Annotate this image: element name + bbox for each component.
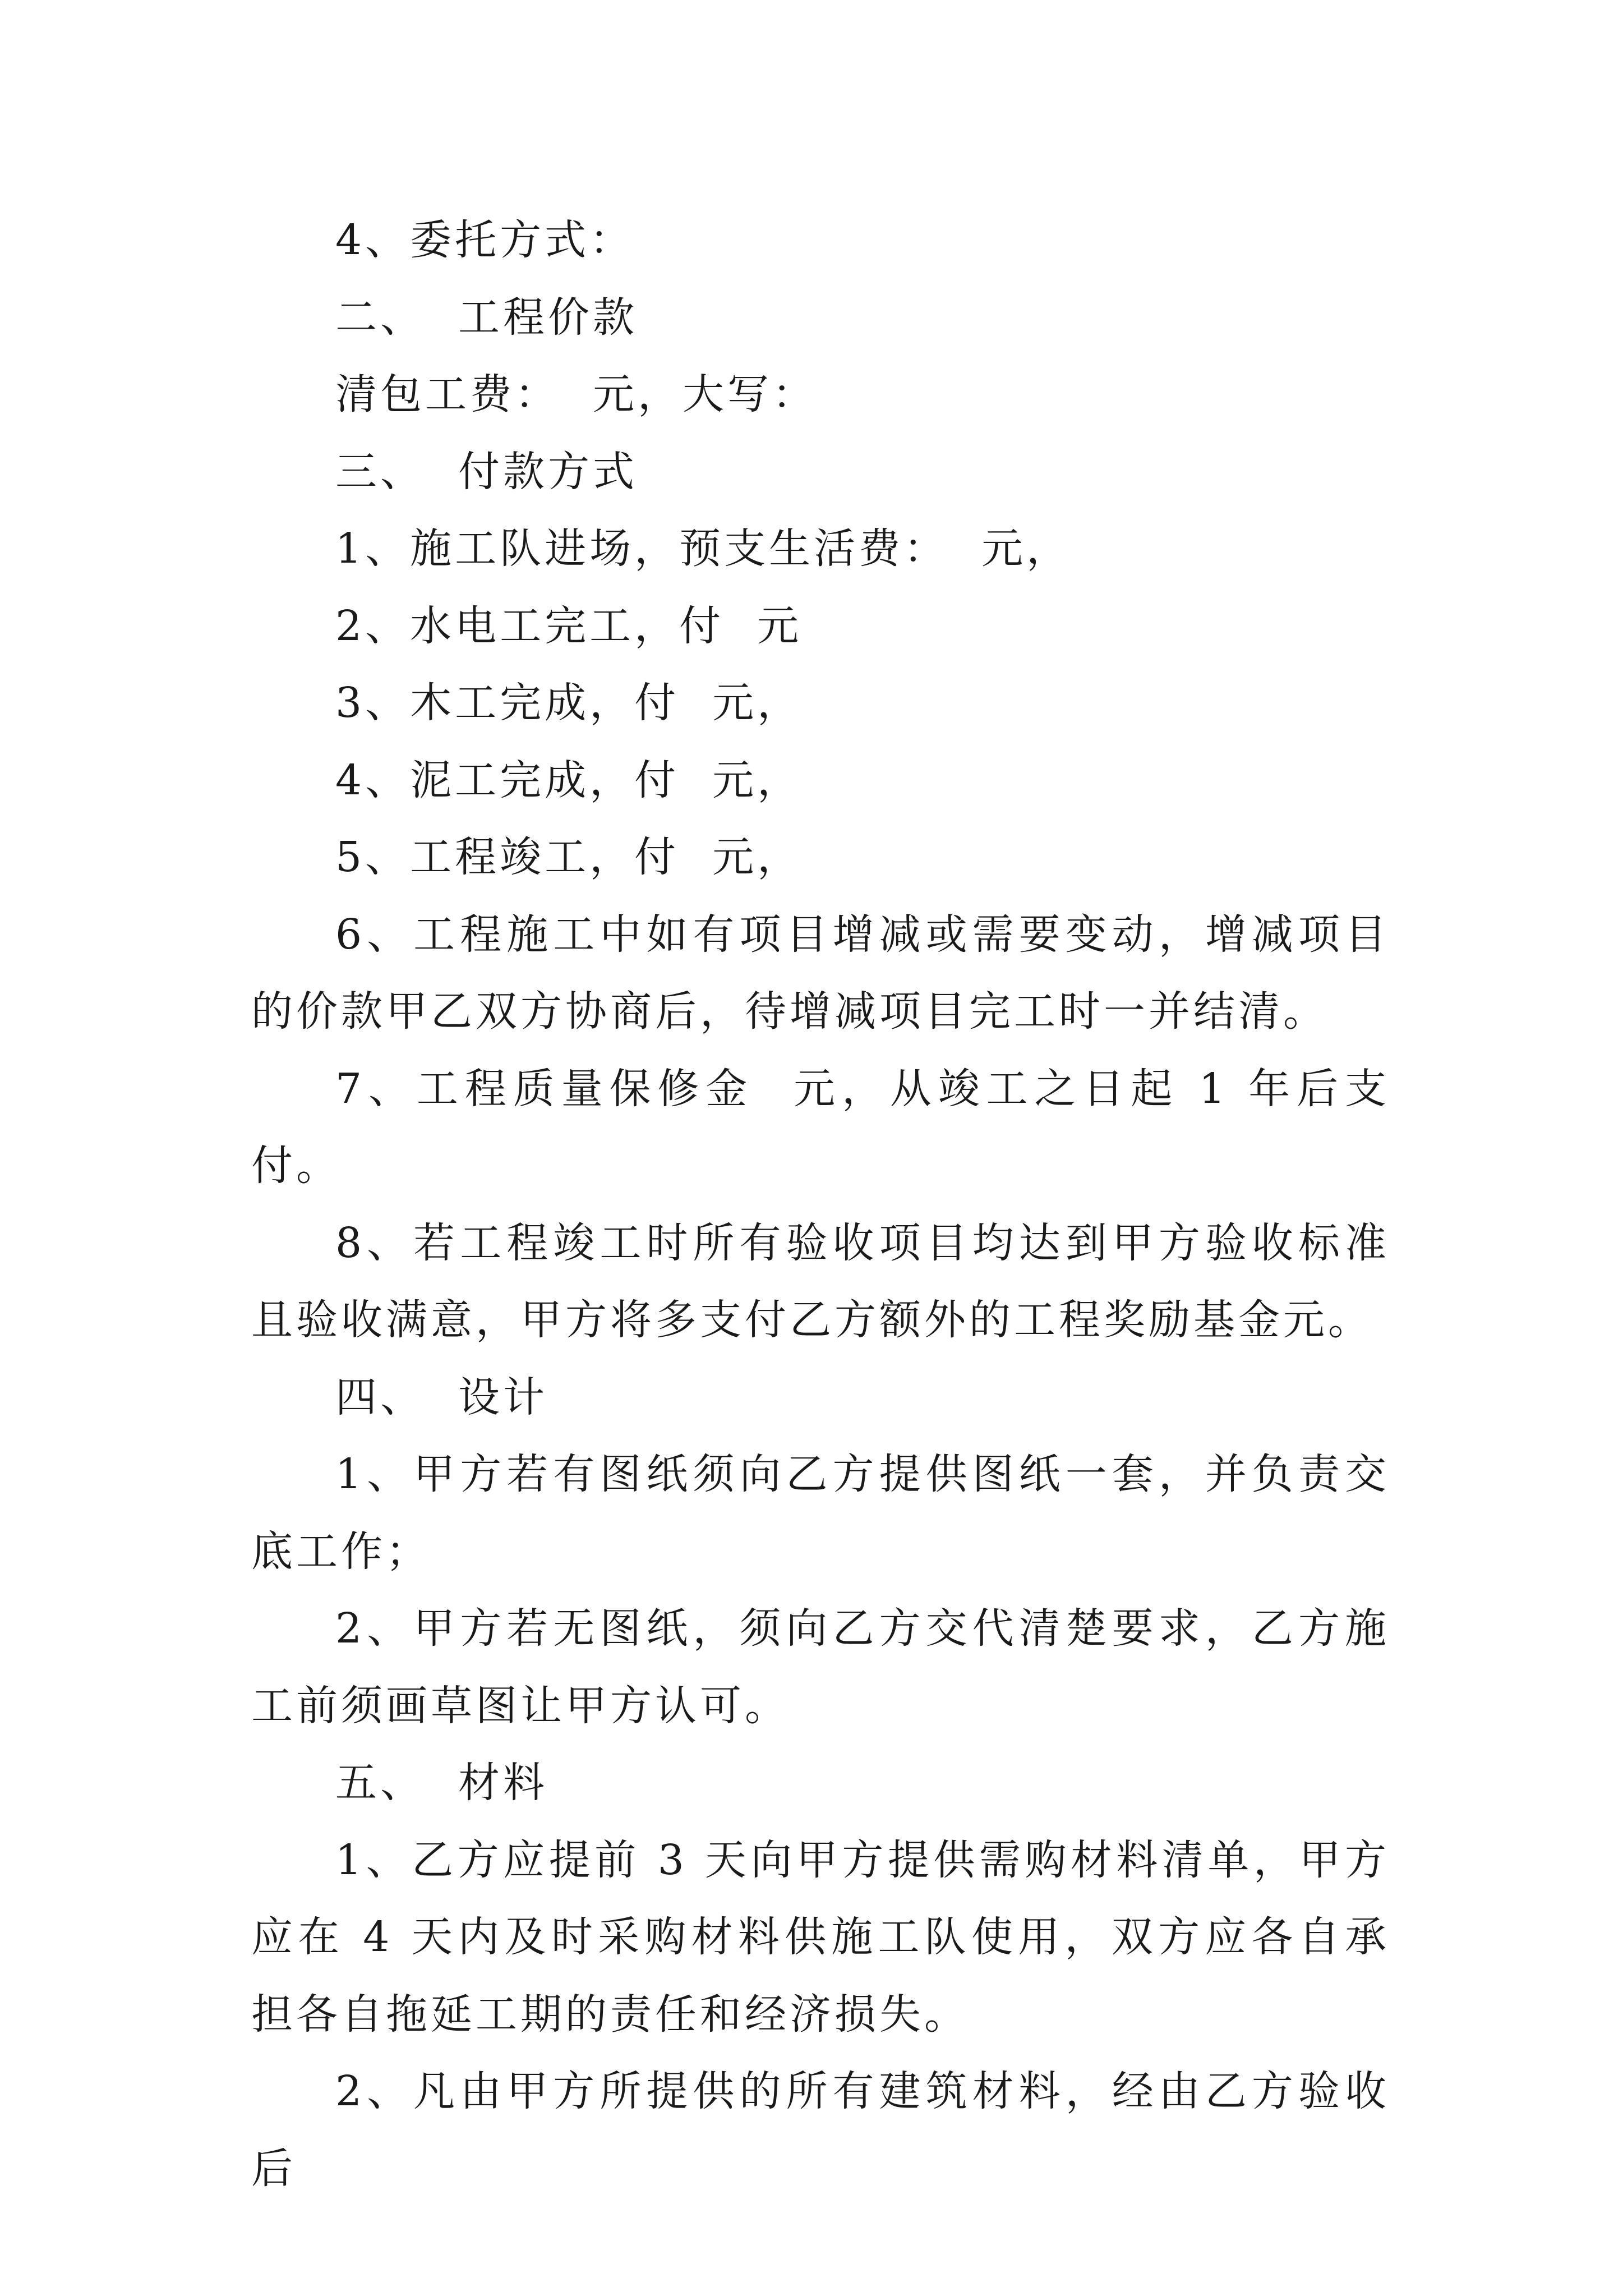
design-item-1: 1、甲方若有图纸须向乙方提供图纸一套，并负责交底工作； [251,1450,1390,1576]
section-heading-design: 四、 设计 [335,1373,548,1421]
payment-item-1: 1、施工队进场，预支生活费： 元， [335,524,1072,573]
document-body [251,202,1390,2207]
section-heading-payment-method: 三、 付款方式 [335,447,638,496]
materials-item-1: 1、乙方应提前 3 天向甲方提供需购材料清单，甲方应在 4 天内及时采购材料供施工队使用，双方应各自承担各自拖延工期的责任和经济损失。 [251,1835,1390,2039]
section-heading-project-price: 二、 工程价款 [335,293,638,342]
payment-item-8: 8、若工程竣工时所有验收项目均达到甲方验收标准且验收满意，甲方将多支付乙方额外的工程奖励基金元。 [251,1218,1390,1344]
section-heading-materials: 五、 材料 [335,1759,548,1807]
materials-item-2: 2、凡由甲方所提供的所有建筑材料，经由乙方验收后 [251,2067,1390,2193]
labor-fee-line: 清包工费： 元，大写： [335,370,818,418]
payment-item-6: 6、工程施工中如有项目增减或需要变动，增减项目的价款甲乙双方协商后，待增减项目完工时一并结清。 [251,910,1390,1036]
payment-item-3: 3、木工完成，付 元， [335,679,803,727]
payment-item-4: 4、泥工完成，付 元， [335,756,803,804]
payment-item-2: 2、水电工完工，付 元 [335,601,803,650]
clause-entrust-method: 4、委托方式： [335,216,635,264]
payment-item-5: 5、工程竣工，付 元， [335,833,803,881]
payment-item-7: 7、工程质量保修金 元，从竣工之日起 1 年后支付。 [251,1064,1390,1190]
design-item-2: 2、甲方若无图纸，须向乙方交代清楚要求，乙方施工前须画草图让甲方认可。 [251,1604,1390,1730]
